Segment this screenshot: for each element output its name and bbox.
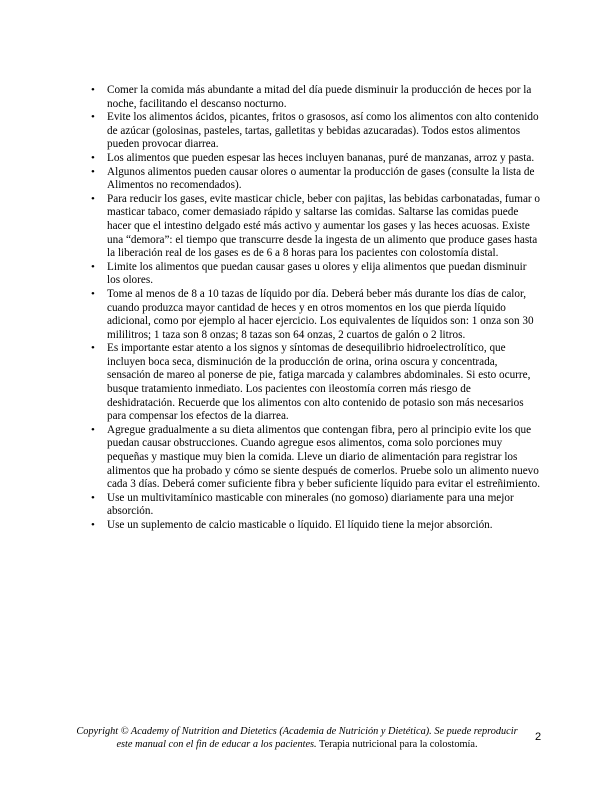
list-item xyxy=(91,193,541,261)
bullet-icon: • xyxy=(91,423,95,436)
bullet-list xyxy=(91,84,541,533)
bullet-icon: • xyxy=(91,165,95,178)
bullet-icon: • xyxy=(91,342,95,355)
list-item-text: Algunos alimentos pueden causar olores o aumentar la producción de gases (consulte la lista de Alimentos no recomendados). xyxy=(107,165,535,192)
bullet-icon: • xyxy=(91,287,95,300)
bullet-icon: • xyxy=(91,151,95,164)
list-item xyxy=(91,111,541,152)
list-item-text: Tome al menos de 8 a 10 tazas de líquido por día. Deberá beber más durante los días de calor, cuando produzca mayor cantidad de heces y en otros momentos en los que pierda líquido adicional, como por ejemplo al hacer ejercicio. Los equivalentes de líquidos son: 1 onza son 30 mililitros; 1 taza son 8 onzas; 8 tazas son 64 onzas, 2 cuartos de galón o 2 litros. xyxy=(107,287,534,341)
list-item xyxy=(91,84,541,111)
list-item-text: Use un multivitamínico masticable con minerales (no gomoso) diariamente para una mejor absorción. xyxy=(107,491,514,518)
list-item-text: Para reducir los gases, evite masticar chicle, beber con pajitas, las bebidas carbonatadas, fumar o masticar tabaco, comer demasiado rápido y saltarse las comidas. Saltarse las comidas puede hacer que el intestino delgado esté más activo y aumentar los gases y las heces acuosas. Existe una “demora”: el tiempo que transcurre desde la ingesta de un alimento que produce gases hasta la liberación real de los gases es de 6 a 8 horas para los pacientes con colostomía distal. xyxy=(107,192,541,260)
list-item xyxy=(91,166,541,193)
copyright-notice: Copyright © Academy of Nutrition and Dietetics (Academia de Nutrición y Dietética). Se puede reproducir este manual con el fin de educar a los pacientes. xyxy=(76,726,518,750)
list-item xyxy=(91,152,541,166)
list-item-text: Es importante estar atento a los signos y síntomas de desequilibrio hidroelectrolítico, que incluyen boca seca, disminución de la producción de orina, orina oscura y concentrada, sensación de mareo al ponerse de pie, fatiga marcada y calambres abdominales. Si esto ocurre, busque tratamiento inmediato. Los pacientes con ileostomía corren más riesgo de deshidratación. Recuerde que los alimentos con alto contenido de potasio son más necesarios para compensar los efectos de la diarrea. xyxy=(107,342,531,423)
list-item-text: Comer la comida más abundante a mitad del día puede disminuir la producción de heces por la noche, facilitando el descanso nocturno. xyxy=(107,84,532,110)
bullet-icon: • xyxy=(91,491,95,504)
bullet-icon: • xyxy=(91,519,95,531)
list-item xyxy=(91,519,541,533)
bullet-icon: • xyxy=(91,192,95,205)
list-item-text: Use un suplemento de calcio masticable o líquido. El líquido tiene la mejor absorción. xyxy=(107,519,493,531)
document-title: Terapia nutricional para la colostomía. xyxy=(319,739,478,750)
list-item xyxy=(91,424,541,492)
list-item-text: Los alimentos que pueden espesar las heces incluyen bananas, puré de manzanas, arroz y pasta. xyxy=(107,151,535,164)
list-item-text: Evite los alimentos ácidos, picantes, fritos o grasosos, así como los alimentos con alto contenido de azúcar (golosinas, pasteles, tartas, galletitas y bebidas azucaradas). Todos estos alimentos pueden provocar diarrea. xyxy=(107,111,539,151)
bullet-icon: • xyxy=(91,260,95,273)
page-number: 2 xyxy=(535,731,542,743)
footer xyxy=(72,725,522,751)
list-item xyxy=(91,261,541,288)
bullet-icon: • xyxy=(91,111,95,124)
list-item-text: Agregue gradualmente a su dieta alimentos que contengan fibra, pero al principio evite los que puedan causar obstrucciones. Cuando agregue esos alimentos, coma solo porciones muy pequeñas y mastique muy bien la comida. Lleve un diario de alimentación para registrar los alimentos que ha probado y cómo se siente después de comerlos. Pruebe solo un alimento nuevo cada 3 días. Deberá comer suficiente fibra y beber suficiente líquido para evitar el estreñimiento. xyxy=(107,423,541,491)
list-item xyxy=(91,492,541,519)
bullet-icon: • xyxy=(91,84,95,96)
list-item xyxy=(91,342,541,424)
list-item xyxy=(91,288,541,342)
list-item-text: Limite los alimentos que puedan causar gases u olores y elija alimentos que puedan disminuir los olores. xyxy=(107,260,527,287)
